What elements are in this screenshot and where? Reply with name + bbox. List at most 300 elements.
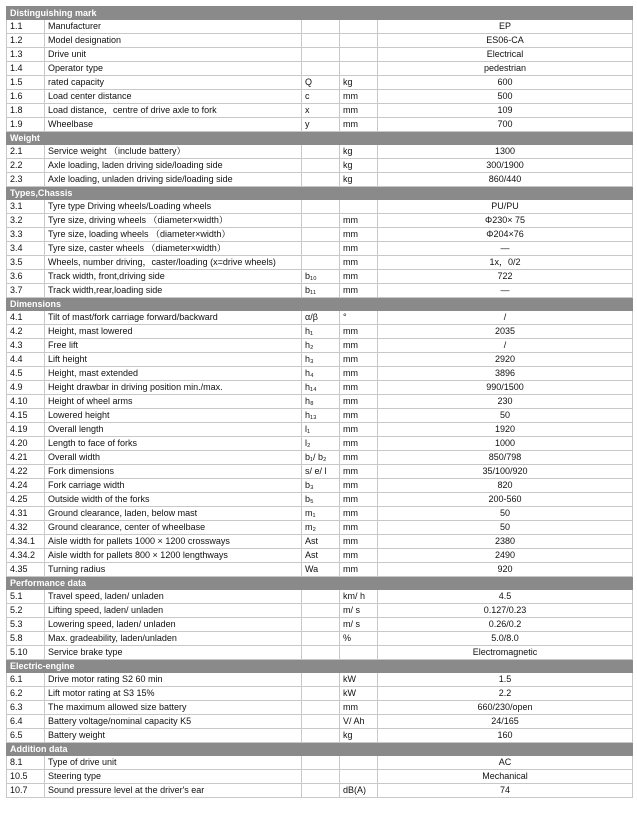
spec-unit: mm: [340, 242, 378, 256]
spec-value: 109: [378, 104, 633, 118]
spec-value: 860/440: [378, 173, 633, 187]
spec-number: 6.5: [7, 729, 45, 743]
table-row: [7, 549, 633, 563]
spec-label: Aisle width for pallets 800 × 1200 lengthways: [45, 549, 302, 563]
spec-label: Lift height: [45, 353, 302, 367]
section-title: Weight: [7, 132, 633, 145]
section-header: [7, 187, 633, 200]
spec-label: Height of wheel arms: [45, 395, 302, 409]
spec-number: 2.2: [7, 159, 45, 173]
spec-label: Overall width: [45, 451, 302, 465]
table-row: [7, 479, 633, 493]
spec-label: Height, mast lowered: [45, 325, 302, 339]
spec-value: 660/230/open: [378, 701, 633, 715]
spec-unit: %: [340, 632, 378, 646]
spec-unit: mm: [340, 367, 378, 381]
table-row: [7, 493, 633, 507]
section-title: Dimensions: [7, 298, 633, 311]
spec-symbol: [302, 145, 340, 159]
spec-symbol: h₄: [302, 367, 340, 381]
spec-label: rated capacity: [45, 76, 302, 90]
table-row: [7, 48, 633, 62]
table-row: [7, 409, 633, 423]
spec-number: 2.3: [7, 173, 45, 187]
spec-label: Lift motor rating at S3 15%: [45, 687, 302, 701]
spec-label: Load center distance: [45, 90, 302, 104]
spec-value: Mechanical: [378, 770, 633, 784]
table-row: [7, 395, 633, 409]
section-header: [7, 298, 633, 311]
spec-value: 74: [378, 784, 633, 798]
spec-number: 5.3: [7, 618, 45, 632]
spec-symbol: [302, 673, 340, 687]
table-row: [7, 311, 633, 325]
spec-unit: mm: [340, 451, 378, 465]
spec-number: 5.10: [7, 646, 45, 660]
table-row: [7, 437, 633, 451]
spec-value: 1000: [378, 437, 633, 451]
spec-symbol: [302, 173, 340, 187]
spec-number: 3.7: [7, 284, 45, 298]
table-row: [7, 20, 633, 34]
table-row: [7, 604, 633, 618]
spec-value: 500: [378, 90, 633, 104]
spec-symbol: y: [302, 118, 340, 132]
spec-number: 4.19: [7, 423, 45, 437]
spec-value: Φ230× 75: [378, 214, 633, 228]
section-header: [7, 660, 633, 673]
section-header: [7, 577, 633, 590]
spec-unit: °: [340, 311, 378, 325]
spec-unit: mm: [340, 353, 378, 367]
spec-unit: mm: [340, 104, 378, 118]
spec-symbol: [302, 62, 340, 76]
spec-symbol: [302, 729, 340, 743]
spec-label: Model designation: [45, 34, 302, 48]
table-row: [7, 646, 633, 660]
spec-label: Wheelbase: [45, 118, 302, 132]
spec-unit: mm: [340, 214, 378, 228]
spec-unit: m/ s: [340, 618, 378, 632]
section-title: Electric-engine: [7, 660, 633, 673]
spec-value: 1x，0/2: [378, 256, 633, 270]
spec-symbol: [302, 604, 340, 618]
spec-symbol: [302, 242, 340, 256]
spec-value: 300/1900: [378, 159, 633, 173]
spec-value: 50: [378, 521, 633, 535]
spec-symbol: [302, 214, 340, 228]
spec-number: 2.1: [7, 145, 45, 159]
spec-unit: mm: [340, 493, 378, 507]
spec-value: 600: [378, 76, 633, 90]
specification-table: [6, 6, 633, 798]
spec-number: 6.4: [7, 715, 45, 729]
table-row: [7, 701, 633, 715]
spec-value: 230: [378, 395, 633, 409]
spec-symbol: [302, 784, 340, 798]
spec-label: Battery weight: [45, 729, 302, 743]
spec-label: Travel speed, laden/ unladen: [45, 590, 302, 604]
spec-number: 6.1: [7, 673, 45, 687]
spec-value: pedestrian: [378, 62, 633, 76]
spec-number: 4.3: [7, 339, 45, 353]
spec-number: 10.5: [7, 770, 45, 784]
spec-value: 850/798: [378, 451, 633, 465]
spec-symbol: [302, 618, 340, 632]
spec-unit: mm: [340, 339, 378, 353]
spec-symbol: [302, 228, 340, 242]
spec-number: 3.5: [7, 256, 45, 270]
spec-value: —: [378, 284, 633, 298]
spec-unit: mm: [340, 479, 378, 493]
spec-value: Electromagnetic: [378, 646, 633, 660]
table-row: [7, 145, 633, 159]
spec-unit: mm: [340, 701, 378, 715]
spec-symbol: α/β: [302, 311, 340, 325]
spec-label: Length to face of forks: [45, 437, 302, 451]
spec-number: 1.8: [7, 104, 45, 118]
spec-label: Max. gradeability, laden/unladen: [45, 632, 302, 646]
spec-number: 1.3: [7, 48, 45, 62]
table-row: [7, 507, 633, 521]
table-row: [7, 770, 633, 784]
spec-symbol: [302, 756, 340, 770]
spec-symbol: b₁/ b₂: [302, 451, 340, 465]
spec-value: 2035: [378, 325, 633, 339]
table-row: [7, 715, 633, 729]
spec-number: 10.7: [7, 784, 45, 798]
table-row: [7, 214, 633, 228]
spec-label: Tyre size, driving wheels （diameter×width）: [45, 214, 302, 228]
spec-unit: mm: [340, 437, 378, 451]
spec-number: 6.2: [7, 687, 45, 701]
table-row: [7, 784, 633, 798]
spec-number: 3.6: [7, 270, 45, 284]
spec-unit: mm: [340, 256, 378, 270]
spec-number: 3.1: [7, 200, 45, 214]
spec-unit: mm: [340, 549, 378, 563]
spec-number: 3.4: [7, 242, 45, 256]
spec-symbol: h₁₃: [302, 409, 340, 423]
spec-symbol: l₂: [302, 437, 340, 451]
section-header: [7, 743, 633, 756]
table-row: [7, 521, 633, 535]
spec-value: 35/100/920: [378, 465, 633, 479]
spec-number: 4.10: [7, 395, 45, 409]
spec-number: 4.9: [7, 381, 45, 395]
spec-value: 722: [378, 270, 633, 284]
spec-symbol: Wa: [302, 563, 340, 577]
spec-unit: [340, 48, 378, 62]
table-row: [7, 339, 633, 353]
spec-number: 4.34.1: [7, 535, 45, 549]
section-title: Addition data: [7, 743, 633, 756]
spec-label: Turning radius: [45, 563, 302, 577]
spec-unit: [340, 200, 378, 214]
spec-unit: mm: [340, 465, 378, 479]
table-row: [7, 200, 633, 214]
spec-symbol: h₁: [302, 325, 340, 339]
spec-symbol: m₂: [302, 521, 340, 535]
table-row: [7, 673, 633, 687]
spec-symbol: [302, 590, 340, 604]
table-row: [7, 104, 633, 118]
spec-label: Manufacturer: [45, 20, 302, 34]
spec-unit: mm: [340, 284, 378, 298]
spec-symbol: [302, 34, 340, 48]
spec-label: Overall length: [45, 423, 302, 437]
spec-symbol: h₂: [302, 339, 340, 353]
spec-unit: kg: [340, 145, 378, 159]
spec-label: Outside width of the forks: [45, 493, 302, 507]
spec-label: Axle loading, unladen driving side/loading side: [45, 173, 302, 187]
table-row: [7, 242, 633, 256]
spec-value: —: [378, 242, 633, 256]
spec-label: Tyre type Driving wheels/Loading wheels: [45, 200, 302, 214]
spec-value: 0.26/0.2: [378, 618, 633, 632]
spec-number: 1.6: [7, 90, 45, 104]
spec-symbol: h₃: [302, 353, 340, 367]
spec-symbol: c: [302, 90, 340, 104]
spec-label: Height drawbar in driving position min./max.: [45, 381, 302, 395]
spec-symbol: s/ e/ l: [302, 465, 340, 479]
table-row: [7, 618, 633, 632]
table-row: [7, 381, 633, 395]
spec-number: 3.3: [7, 228, 45, 242]
spec-label: Tyre size, loading wheels （diameter×width）: [45, 228, 302, 242]
table-row: [7, 590, 633, 604]
spec-unit: mm: [340, 535, 378, 549]
table-row: [7, 563, 633, 577]
spec-unit: [340, 646, 378, 660]
spec-symbol: h₈: [302, 395, 340, 409]
spec-label: Aisle width for pallets 1000 × 1200 crossways: [45, 535, 302, 549]
spec-unit: [340, 770, 378, 784]
spec-symbol: [302, 646, 340, 660]
spec-number: 1.4: [7, 62, 45, 76]
spec-symbol: Ast: [302, 549, 340, 563]
spec-value: 160: [378, 729, 633, 743]
spec-value: PU/PU: [378, 200, 633, 214]
spec-value: 24/165: [378, 715, 633, 729]
spec-table-body: [7, 7, 633, 798]
spec-number: 1.5: [7, 76, 45, 90]
spec-unit: [340, 20, 378, 34]
spec-unit: mm: [340, 381, 378, 395]
spec-label: Steering type: [45, 770, 302, 784]
spec-value: 1300: [378, 145, 633, 159]
spec-symbol: [302, 200, 340, 214]
spec-number: 1.1: [7, 20, 45, 34]
table-row: [7, 256, 633, 270]
spec-symbol: b₁₀: [302, 270, 340, 284]
spec-symbol: Ast: [302, 535, 340, 549]
spec-unit: mm: [340, 90, 378, 104]
spec-value: 1.5: [378, 673, 633, 687]
spec-label: Operator type: [45, 62, 302, 76]
spec-unit: [340, 62, 378, 76]
spec-unit: mm: [340, 118, 378, 132]
spec-unit: kg: [340, 76, 378, 90]
spec-number: 4.5: [7, 367, 45, 381]
spec-number: 5.1: [7, 590, 45, 604]
section-title: Distinguishing mark: [7, 7, 633, 20]
spec-number: 4.34.2: [7, 549, 45, 563]
spec-symbol: [302, 715, 340, 729]
spec-value: /: [378, 311, 633, 325]
spec-unit: mm: [340, 563, 378, 577]
spec-value: AC: [378, 756, 633, 770]
spec-number: 4.20: [7, 437, 45, 451]
spec-value: 0.127/0.23: [378, 604, 633, 618]
table-row: [7, 159, 633, 173]
spec-value: 50: [378, 409, 633, 423]
spec-value: 2.2: [378, 687, 633, 701]
spec-symbol: m₁: [302, 507, 340, 521]
spec-value: 5.0/8.0: [378, 632, 633, 646]
table-row: [7, 118, 633, 132]
spec-label: Load distance，centre of drive axle to fork: [45, 104, 302, 118]
spec-value: 700: [378, 118, 633, 132]
spec-label: Fork dimensions: [45, 465, 302, 479]
spec-unit: mm: [340, 325, 378, 339]
table-row: [7, 535, 633, 549]
spec-label: Drive motor rating S2 60 min: [45, 673, 302, 687]
spec-number: 4.22: [7, 465, 45, 479]
table-row: [7, 76, 633, 90]
spec-unit: kg: [340, 173, 378, 187]
spec-label: Service weight （include battery）: [45, 145, 302, 159]
spec-unit: mm: [340, 409, 378, 423]
table-row: [7, 423, 633, 437]
spec-sheet: [6, 6, 632, 798]
section-header: [7, 132, 633, 145]
spec-symbol: b₅: [302, 493, 340, 507]
table-row: [7, 90, 633, 104]
spec-value: Electrical: [378, 48, 633, 62]
spec-value: 920: [378, 563, 633, 577]
table-row: [7, 34, 633, 48]
table-row: [7, 353, 633, 367]
spec-unit: mm: [340, 228, 378, 242]
spec-unit: kW: [340, 673, 378, 687]
spec-unit: kW: [340, 687, 378, 701]
spec-symbol: x: [302, 104, 340, 118]
spec-number: 6.3: [7, 701, 45, 715]
table-row: [7, 632, 633, 646]
spec-label: Wheels, number driving，caster/loading (x=drive wheels): [45, 256, 302, 270]
spec-label: Lowering speed, laden/ unladen: [45, 618, 302, 632]
spec-symbol: [302, 632, 340, 646]
section-header: [7, 7, 633, 20]
spec-symbol: [302, 48, 340, 62]
spec-symbol: l₁: [302, 423, 340, 437]
spec-symbol: [302, 256, 340, 270]
spec-label: Free lift: [45, 339, 302, 353]
spec-label: Type of drive unit: [45, 756, 302, 770]
spec-label: Track width,rear,loading side: [45, 284, 302, 298]
spec-label: Ground clearance, laden, below mast: [45, 507, 302, 521]
spec-symbol: h₁₄: [302, 381, 340, 395]
spec-value: 2490: [378, 549, 633, 563]
spec-number: 4.31: [7, 507, 45, 521]
spec-unit: mm: [340, 270, 378, 284]
section-title: Types,Chassis: [7, 187, 633, 200]
spec-number: 1.2: [7, 34, 45, 48]
spec-number: 4.1: [7, 311, 45, 325]
spec-number: 5.8: [7, 632, 45, 646]
spec-value: 820: [378, 479, 633, 493]
section-title: Performance data: [7, 577, 633, 590]
spec-label: Lowered height: [45, 409, 302, 423]
spec-number: 4.32: [7, 521, 45, 535]
table-row: [7, 756, 633, 770]
spec-label: Battery voltage/nominal capacity K5: [45, 715, 302, 729]
spec-unit: [340, 34, 378, 48]
spec-value: EP: [378, 20, 633, 34]
spec-unit: kg: [340, 159, 378, 173]
spec-unit: mm: [340, 521, 378, 535]
spec-number: 4.25: [7, 493, 45, 507]
spec-value: ES06-CA: [378, 34, 633, 48]
table-row: [7, 284, 633, 298]
spec-label: Tilt of mast/fork carriage forward/backward: [45, 311, 302, 325]
spec-number: 8.1: [7, 756, 45, 770]
spec-symbol: [302, 20, 340, 34]
table-row: [7, 173, 633, 187]
spec-symbol: [302, 701, 340, 715]
spec-value: 2380: [378, 535, 633, 549]
spec-value: 2920: [378, 353, 633, 367]
spec-label: Drive unit: [45, 48, 302, 62]
spec-value: 50: [378, 507, 633, 521]
spec-symbol: [302, 159, 340, 173]
spec-number: 5.2: [7, 604, 45, 618]
spec-label: Fork carriage width: [45, 479, 302, 493]
spec-value: 3896: [378, 367, 633, 381]
spec-value: 1920: [378, 423, 633, 437]
spec-number: 4.21: [7, 451, 45, 465]
spec-number: 4.35: [7, 563, 45, 577]
table-row: [7, 451, 633, 465]
spec-unit: dB(A): [340, 784, 378, 798]
spec-symbol: b₁₁: [302, 284, 340, 298]
table-row: [7, 325, 633, 339]
spec-number: 4.24: [7, 479, 45, 493]
spec-symbol: b₃: [302, 479, 340, 493]
spec-unit: mm: [340, 507, 378, 521]
spec-symbol: [302, 770, 340, 784]
spec-unit: km/ h: [340, 590, 378, 604]
spec-unit: [340, 756, 378, 770]
spec-number: 3.2: [7, 214, 45, 228]
table-row: [7, 62, 633, 76]
spec-symbol: [302, 687, 340, 701]
spec-value: 4.5: [378, 590, 633, 604]
table-row: [7, 228, 633, 242]
table-row: [7, 687, 633, 701]
spec-unit: kg: [340, 729, 378, 743]
spec-label: Axle loading, laden driving side/loading side: [45, 159, 302, 173]
spec-symbol: Q: [302, 76, 340, 90]
spec-value: /: [378, 339, 633, 353]
spec-value: 990/1500: [378, 381, 633, 395]
spec-value: Φ204×76: [378, 228, 633, 242]
spec-number: 4.15: [7, 409, 45, 423]
spec-label: Ground clearance, center of wheelbase: [45, 521, 302, 535]
spec-label: The maximum allowed size battery: [45, 701, 302, 715]
table-row: [7, 729, 633, 743]
